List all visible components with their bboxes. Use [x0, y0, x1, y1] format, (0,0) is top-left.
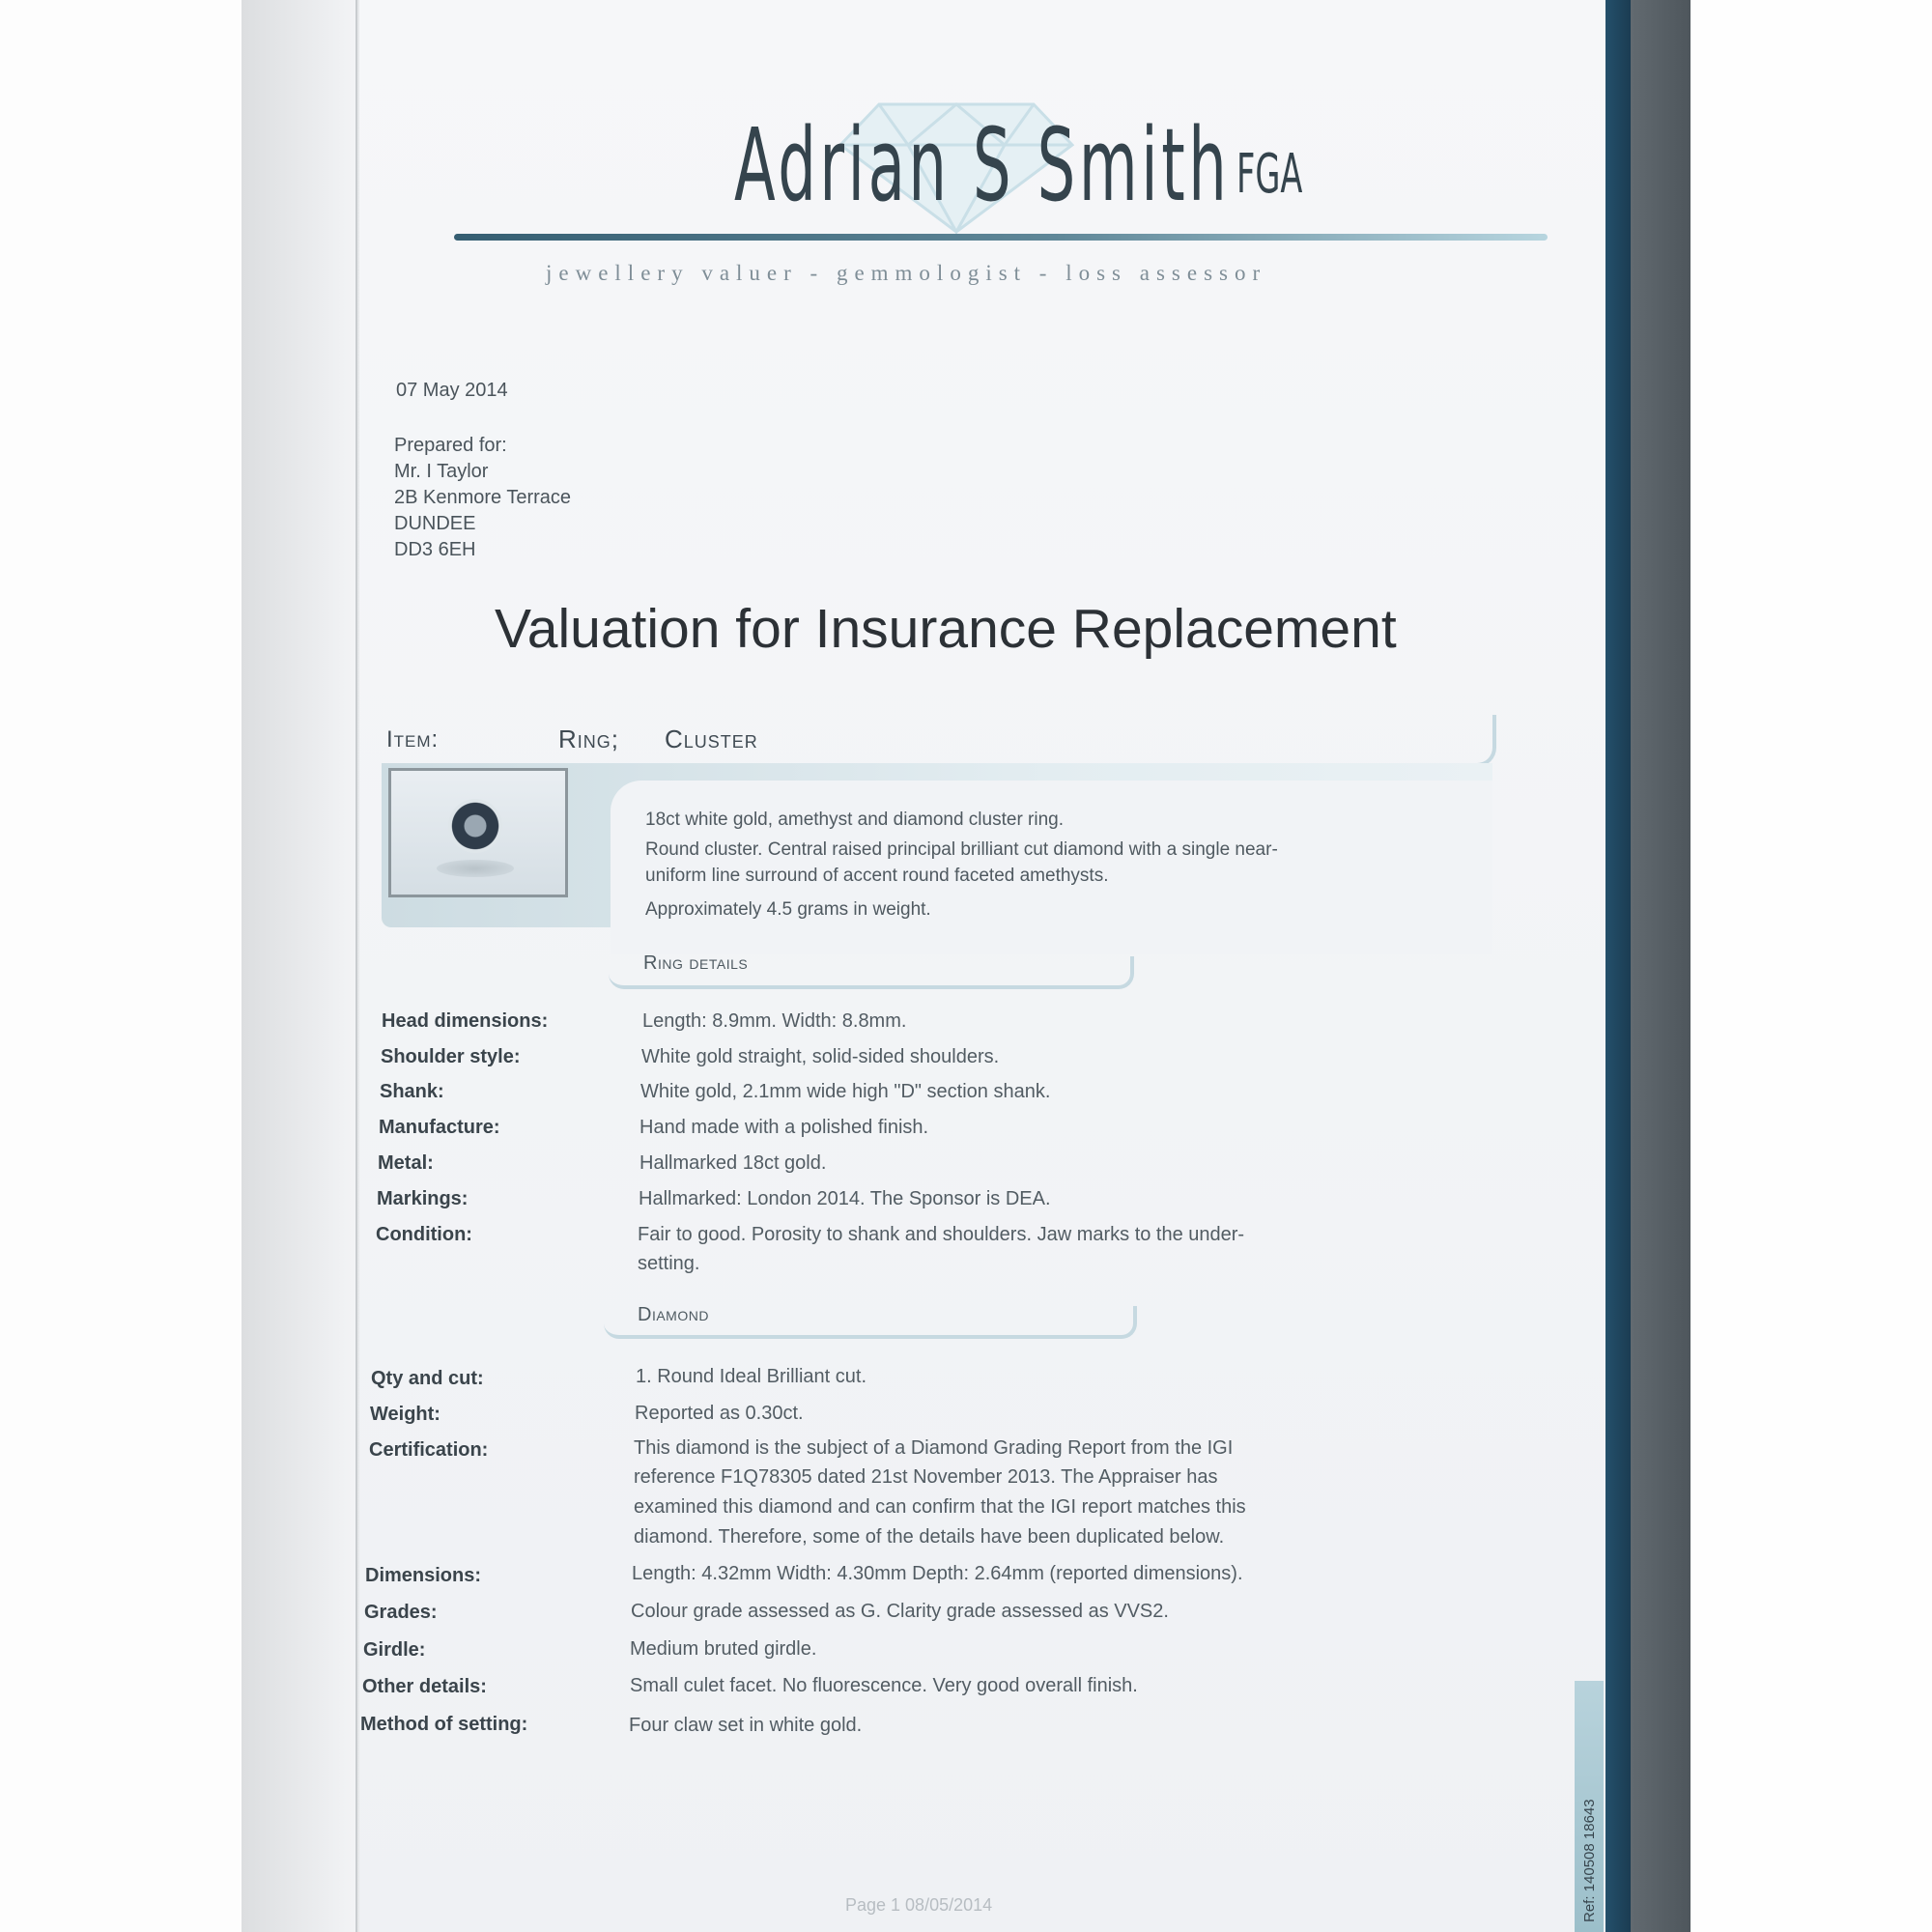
letterhead-logo [715, 87, 1333, 242]
detail-value-continued: examined this diamond and can confirm that the IGI report matches this [634, 1496, 1246, 1518]
detail-label: Weight: [370, 1404, 440, 1425]
detail-label: Other details: [362, 1676, 487, 1697]
page-footer: Page 1 08/05/2014 [845, 1895, 993, 1915]
page-edge-line [355, 0, 357, 1932]
client-city: DUNDEE [394, 513, 476, 534]
description-line: Approximately 4.5 grams in weight. [645, 899, 931, 920]
client-street: 2B Kenmore Terrace [394, 487, 572, 508]
description-line: Round cluster. Central raised principal brilliant cut diamond with a single near- [645, 839, 1278, 860]
detail-value: Colour grade assessed as G. Clarity grade assessed as VVS2. [631, 1601, 1169, 1622]
client-address [394, 433, 571, 563]
detail-label: Certification: [369, 1439, 489, 1461]
ring-reflection [437, 860, 514, 877]
item-header-bar [382, 715, 1496, 767]
item-label: Item: [386, 726, 440, 753]
brand-suffix: FGA [1236, 143, 1303, 206]
detail-value: Four claw set in white gold. [629, 1715, 863, 1736]
detail-value: Hallmarked 18ct gold. [639, 1152, 827, 1174]
ring-details-heading: Ring details [643, 952, 749, 974]
detail-value-continued: setting. [638, 1253, 700, 1274]
client-postcode: DD3 6EH [394, 539, 476, 560]
detail-value: White gold straight, solid-sided shoulders. [641, 1046, 1000, 1067]
reference-number: Ref: 140508 18643 [1581, 1799, 1598, 1922]
detail-value-continued: diamond. Therefore, some of the details have been duplicated below. [634, 1526, 1225, 1548]
item-type: Ring; [558, 724, 620, 753]
detail-label: Markings: [377, 1188, 469, 1209]
detail-value: This diamond is the subject of a Diamond Grading Report from the IGI [634, 1437, 1234, 1459]
detail-label: Qty and cut: [371, 1368, 484, 1389]
detail-value: Hand made with a polished finish. [639, 1117, 929, 1138]
ring-image-icon [448, 799, 502, 853]
item-description [645, 805, 1418, 924]
prepared-for-label: Prepared for: [394, 435, 507, 456]
description-line: uniform line surround of accent round faceted amethysts. [645, 866, 1109, 886]
detail-label: Girdle: [363, 1639, 426, 1661]
background-right [1690, 0, 1932, 1932]
detail-value: Length: 8.9mm. Width: 8.8mm. [642, 1010, 907, 1032]
detail-value: Medium bruted girdle. [630, 1638, 817, 1660]
detail-label: Condition: [376, 1224, 472, 1245]
background-left [0, 0, 242, 1932]
binder-cover-edge [1605, 0, 1631, 1932]
detail-value: Length: 4.32mm Width: 4.30mm Depth: 2.64mm (reported dimensions). [632, 1563, 1243, 1584]
description-line: 18ct white gold, amethyst and diamond cluster ring. [645, 810, 1065, 830]
diamond-heading: Diamond [638, 1304, 709, 1325]
detail-value: White gold, 2.1mm wide high "D" section shank. [640, 1081, 1051, 1102]
letterhead-tagline: jewellery valuer - gemmologist - loss assessor [546, 261, 1267, 285]
item-subtype: Cluster [665, 724, 758, 753]
client-name: Mr. I Taylor [394, 461, 489, 482]
binder-cover-shadow [1631, 0, 1690, 1932]
detail-label: Manufacture: [379, 1117, 500, 1138]
detail-value: 1. Round Ideal Brilliant cut. [636, 1366, 867, 1387]
detail-value: Reported as 0.30ct. [635, 1403, 804, 1424]
detail-label: Shank: [380, 1081, 444, 1102]
detail-value: Hallmarked: London 2014. The Sponsor is DEA. [639, 1188, 1051, 1209]
detail-label: Head dimensions: [382, 1010, 549, 1032]
detail-label: Metal: [378, 1152, 434, 1174]
brand-name: Adrian S Smith [734, 106, 1231, 224]
header-rule [454, 234, 1548, 241]
detail-value: Fair to good. Porosity to shank and shoulders. Jaw marks to the under- [638, 1224, 1245, 1245]
detail-label: Grades: [364, 1602, 438, 1623]
binder-gutter [242, 0, 357, 1932]
document-date: 07 May 2014 [396, 380, 508, 401]
detail-label: Method of setting: [360, 1714, 528, 1735]
detail-value: Small culet facet. No fluorescence. Very good overall finish. [630, 1675, 1138, 1696]
detail-label: Dimensions: [365, 1565, 482, 1586]
detail-value-continued: reference F1Q78305 dated 21st November 2013. The Appraiser has [634, 1466, 1218, 1488]
page-title: Valuation for Insurance Replacement [495, 598, 1397, 660]
detail-label: Shoulder style: [381, 1046, 521, 1067]
